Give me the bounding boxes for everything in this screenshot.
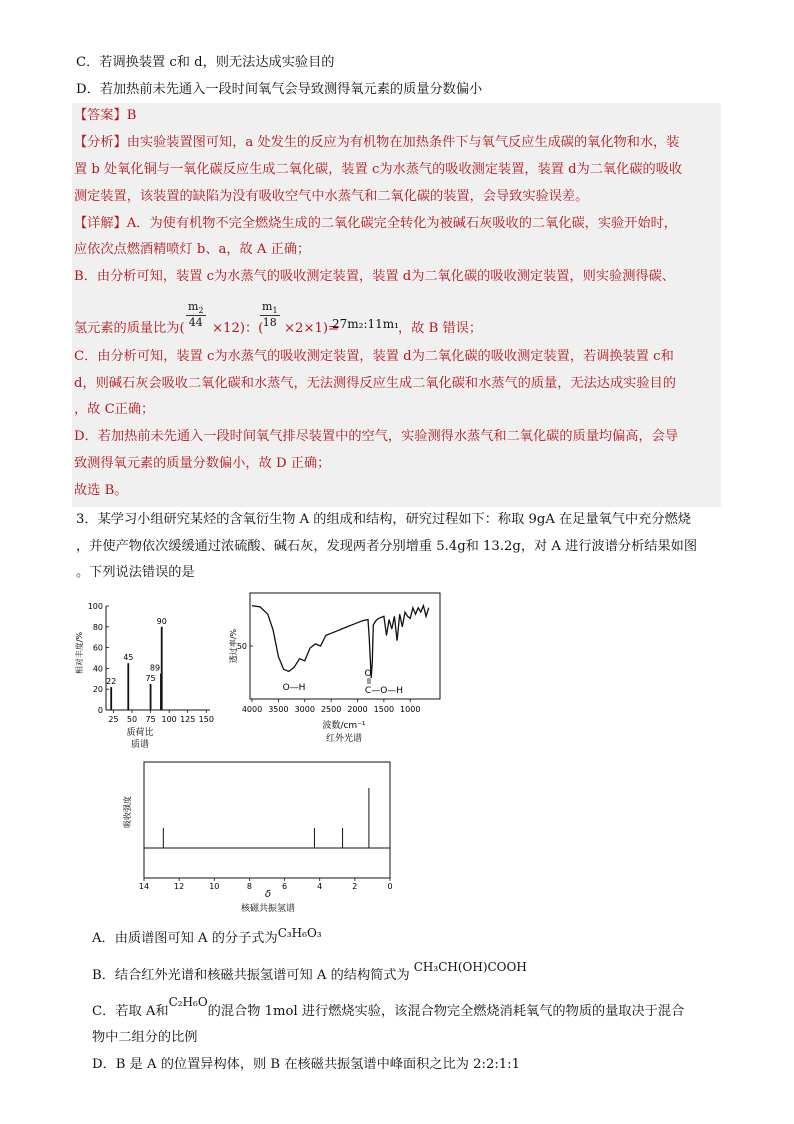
detail-b-line-2-mid2: ×2×1)= <box>284 321 340 336</box>
ir-x-tick-label: 3500 <box>268 705 289 714</box>
ms-ylabel: 相对丰度/% <box>75 631 84 675</box>
ms-x-tick-label: 100 <box>161 715 177 724</box>
ir-x-tick-label: 1000 <box>400 705 421 714</box>
option-b-text: B．结合红外光谱和核磁共振氢谱可知 A 的结构简式为 <box>92 968 410 983</box>
detail-a-line-2: 应依次点燃酒精喷灯 b、a，故 A 正确； <box>74 242 311 257</box>
nmr-x-tick-label: 4 <box>317 882 323 891</box>
ir-x-tick-label: 1500 <box>373 705 395 714</box>
option-c-line-2: 物中二组分的比例 <box>92 1030 198 1045</box>
ir-x-tick-label: 2500 <box>320 705 342 714</box>
option-a <box>92 928 322 949</box>
conclusion: 故选 B。 <box>74 483 128 498</box>
ms-y-tick-label: 20 <box>92 685 103 695</box>
ir-x-tick-label: 4000 <box>241 705 263 714</box>
detail-a-line-1: 【详解】A．为使有机物不完全燃烧生成的二氧化碳完全转化为被碱石灰吸收的二氧化碳，实验开始时， <box>74 216 677 231</box>
fraction-m1-over-18: $\frac{m_1}{18}$ <box>262 300 278 330</box>
ir-series-line <box>252 606 429 678</box>
ir-ylabel: 透过率/% <box>229 628 238 664</box>
ms-y-tick-label: 0 <box>97 706 103 715</box>
nmr-x-tick-label: 12 <box>174 882 185 891</box>
nmr-x-tick-label: 2 <box>352 882 358 891</box>
option-b-formula: CH₃CH(OH)COOH <box>413 960 527 974</box>
ir-y-tick-label: 50 <box>236 642 247 651</box>
ms-peak-label: 89 <box>149 663 161 673</box>
detail-c-line-3: ，故 C正确； <box>74 402 155 417</box>
ms-x-tick-label: 75 <box>145 715 156 724</box>
ir-x-tick-label: 2000 <box>347 705 368 714</box>
question-3-stem-line-3: 。下列说法错误的是 <box>76 565 195 580</box>
nmr-xlabel: δ <box>264 889 272 900</box>
detail-b-line-1: B．由分析可知，装置 c为水蒸气的吸收测定装置，装置 d为二氧化碳的吸收测定装置，则实验测得碳、 <box>74 269 675 284</box>
ms-xlabel: 质荷比 <box>126 728 154 738</box>
option-c-text-post: 的混合物 1mol 进行燃烧实验，该混合物完全燃烧消耗氧气的物质的量取决于混合 <box>207 1004 685 1019</box>
nmr-x-tick-label: 0 <box>387 882 393 891</box>
ms-x-tick-label: 25 <box>108 715 119 724</box>
ms-x-tick-label: 150 <box>198 715 214 724</box>
ms-x-tick-label: 50 <box>126 715 138 724</box>
detail-b-line-2-post: ，故 B 错误； <box>398 321 483 336</box>
option-d: D．B 是 A 的位置异构体，则 B 在核磁共振氢谱中峰面积之比为 2:2:1:1 <box>92 1057 521 1072</box>
nmr-ylabel: 吸收强度 <box>123 796 132 828</box>
ms-peak-label: 45 <box>123 653 134 663</box>
ir-frame <box>250 593 440 699</box>
mass-spectrum-chart <box>76 598 216 748</box>
question-3-stem-line-2: ，并使产物依次缓缓通过浓硫酸、碱石灰，发现两者分别增重 5.4g和 13.2g，对 A 进行波谱分析结果如图 <box>76 539 698 554</box>
analysis-line-3: 测定装置，该装置的缺陷为没有吸收空气中水蒸气和二氧化碳的装置，会导致实验误差。 <box>74 189 589 204</box>
fraction-m2-over-44: $\frac{m_2}{44}$ <box>188 300 204 330</box>
analysis-line-2: 置 b 处氧化铜与一氧化碳反应生成二氧化碳，装置 c为水蒸气的吸收测定装置，装置 d为二氧化碳的吸收 <box>74 162 683 177</box>
detail-c-line-1: C．由分析可知，装置 c为水蒸气的吸收测定装置，装置 d为二氧化碳的吸收测定装置，若调换装置 c和 <box>74 349 674 364</box>
ms-y-tick-label: 80 <box>92 622 103 632</box>
ir-x-tick-label: 3000 <box>294 705 315 714</box>
ms-peak-label: 90 <box>156 616 167 626</box>
ms-y-tick-label: 40 <box>92 664 103 674</box>
ir-annotation-oh: O—H <box>282 683 306 693</box>
ir-title: 红外光谱 <box>325 734 363 744</box>
option-d-prev: D．若加热前未先通入一段时间氧气会导致测得氧元素的质量分数偏小 <box>76 82 483 97</box>
nmr-title: 核磁共振氢谱 <box>240 904 296 914</box>
nmr-x-tick-label: 10 <box>209 882 220 891</box>
ms-y-tick-label: 100 <box>87 602 103 611</box>
nmr-x-tick-label: 14 <box>138 882 150 891</box>
option-c-formula: C₂H₆O <box>168 995 208 1009</box>
option-c-line-1 <box>92 995 685 1022</box>
ms-y-tick-label: 60 <box>92 643 103 653</box>
ms-title: 质谱 <box>130 740 150 750</box>
option-b <box>92 960 527 986</box>
option-c-prev: C．若调换装置 c和 d，则无法达成实验目的 <box>76 55 335 70</box>
option-c-text: C．若取 A和 <box>92 1004 169 1019</box>
nmr-x-tick-label: 6 <box>282 882 288 891</box>
ms-peak-label: 75 <box>145 674 156 683</box>
ir-annotation-o: O <box>364 669 372 679</box>
detail-c-line-2: d，则碱石灰会吸收二氧化碳和水蒸气，无法测得反应生成二氧化碳和水蒸气的质量，无法达成实验目的 <box>74 376 676 391</box>
option-a-formula: C₃H₆O₃ <box>277 926 322 940</box>
ir-xlabel: 波数/cm⁻¹ <box>322 721 366 731</box>
ir-annotation-coh: C—O—H <box>364 686 404 696</box>
ms-x-tick-label: 125 <box>180 715 196 724</box>
question-3-stem-line-1: 3．某学习小组研究某烃的含氧衍生物 A 的组成和结构，研究过程如下：称取 9gA 在足量氧气中充分燃烧 <box>76 512 691 527</box>
detail-d-line-2: 致测得氧元素的质量分数偏小，故 D 正确； <box>74 456 331 471</box>
analysis-line-1: 【分析】由实验装置图可知，a 处发生的反应为有机物在加热条件下与氧气反应生成碳的氧化物和水，装 <box>74 135 680 150</box>
detail-b-line-2-pre: 氢元素的质量比为( <box>74 321 185 336</box>
ms-peak-label: 22 <box>106 677 117 687</box>
option-a-text: A．由质谱图可知 A 的分子式为 <box>92 931 278 946</box>
nmr-spectrum-chart <box>118 756 408 916</box>
ir-spectrum-chart <box>222 590 442 750</box>
detail-b-line-2-mid1: ×12)：( <box>212 321 264 336</box>
answer-label: 【答案】B <box>74 108 137 123</box>
nmr-frame <box>144 762 390 878</box>
detail-d-line-1: D．若加热前未先通入一段时间氧气排尽装置中的空气，实验测得水蒸气和二氧化碳的质量均偏高，会导 <box>74 429 679 444</box>
mass-ratio: 27m₂:11m₁ <box>332 317 399 331</box>
nmr-x-tick-label: 8 <box>246 882 252 891</box>
